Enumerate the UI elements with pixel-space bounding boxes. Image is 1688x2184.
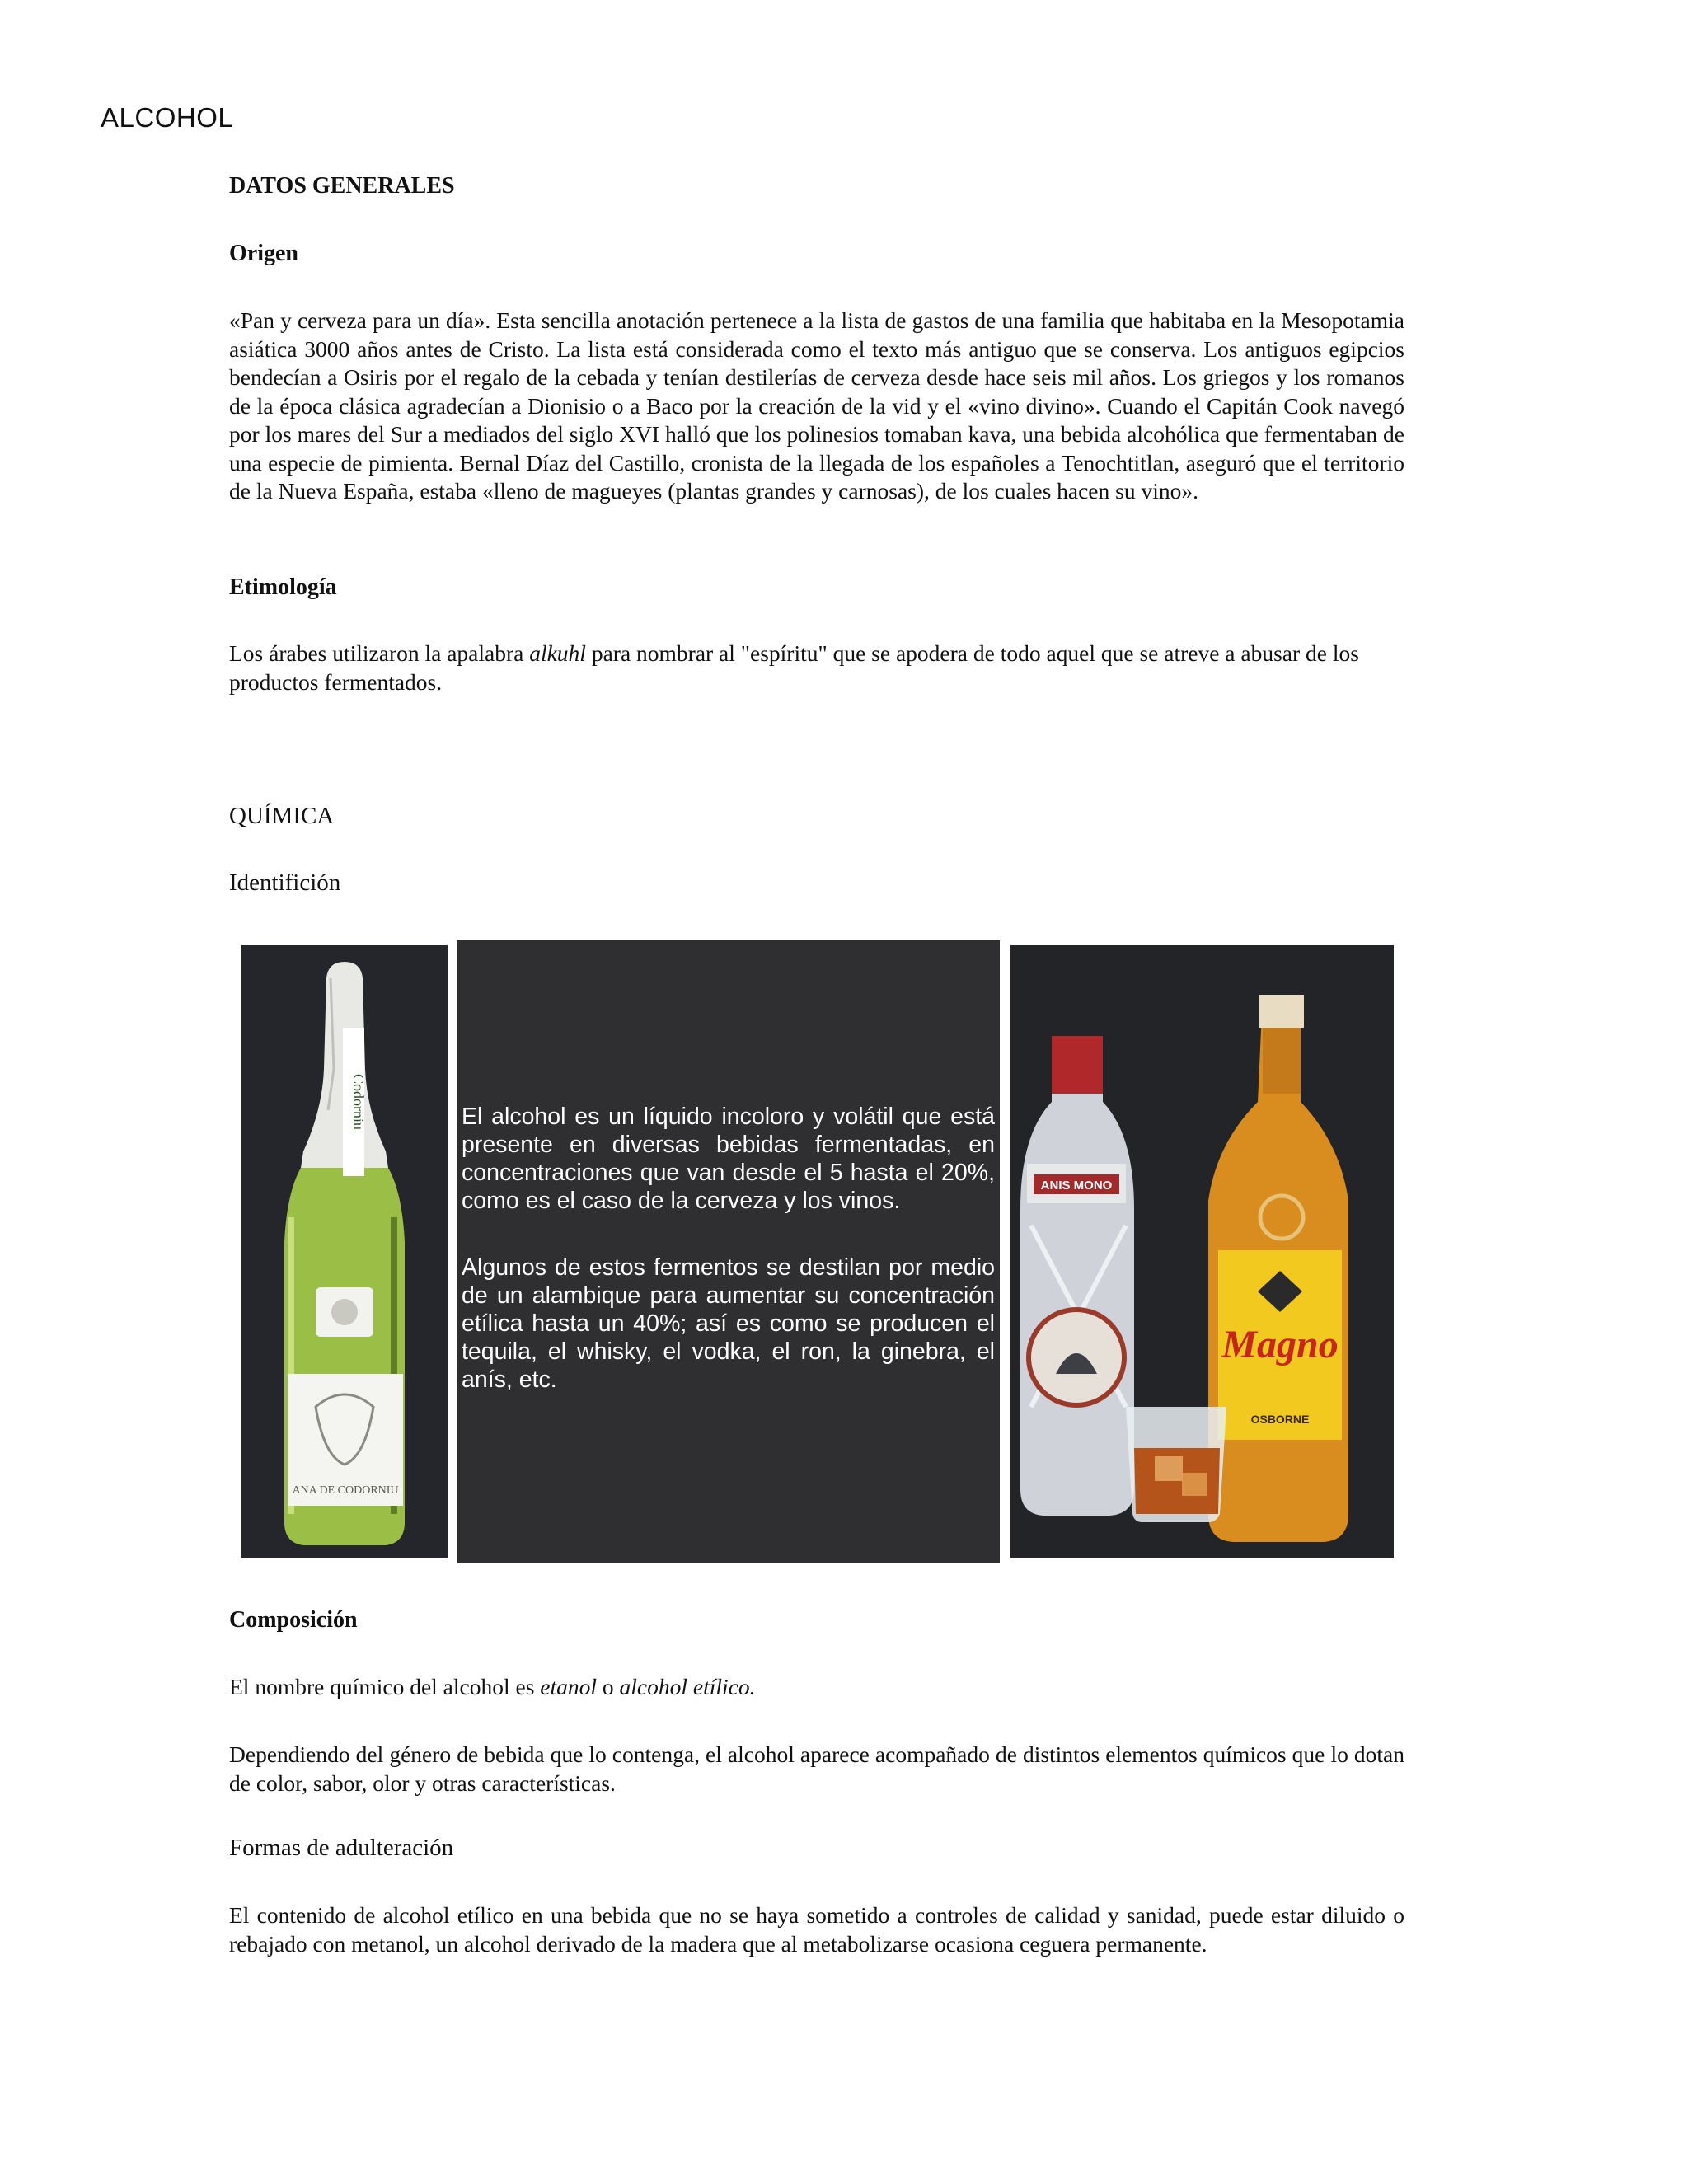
paragraph-composicion-name: El nombre químico del alcohol es etanol o alcohol etílico. bbox=[229, 1674, 756, 1699]
paragraph-adulteracion: El contenido de alcohol etílico en una bebida que no se haya sometido a controles de calidad y sanidad, puede estar diluido o rebajado con metanol, un alcohol derivado de la madera que al metabolizarse ocasiona ceguera permanente. bbox=[229, 1902, 1404, 1957]
term-alcohol-etilico: alcohol etílico. bbox=[619, 1674, 756, 1699]
paragraph-etimologia: Los árabes utilizaron la apalabra alkuhl para nombrar al "espíritu" que se apodera de todo aquel que se atreve a abusar de los productos fermentados. bbox=[229, 640, 1359, 695]
anis-label-text: ANIS MONO bbox=[1040, 1179, 1113, 1193]
champagne-brand-text: Codorniu bbox=[350, 1073, 367, 1131]
liquor-bottles-illustration bbox=[1010, 945, 1394, 1558]
champagne-label-text: ANA DE CODORNIU bbox=[292, 1484, 399, 1497]
textbox-paragraph-1: El alcohol es un líquido incoloro y volátil que está presente en diversas bebidas fermentadas, en concentraciones que van desde el 5 hasta el 20%, como es el caso de la cerveza y los vinos. bbox=[462, 1104, 995, 1214]
textbox-paragraph-2: Algunos de estos fermentos se destilan por medio de un alambique para aumentar su concentración etílica hasta un 40%; así es como se producen el tequila, el whisky, el vodka, el ron, la ginebra, el anís, etc. bbox=[462, 1254, 995, 1393]
champagne-bottle-illustration bbox=[241, 945, 448, 1558]
subheading-composicion: Composición bbox=[229, 1607, 358, 1633]
section-heading-quimica: QUÍMICA bbox=[229, 803, 335, 829]
paragraph-composicion-elements: Dependiendo del género de bebida que lo contenga, el alcohol aparece acompañado de distintos elementos químicos que lo dotan de color, sabor, olor y otras características. bbox=[229, 1741, 1404, 1796]
paragraph-origen: «Pan y cerveza para un día». Esta sencilla anotación pertenece a la lista de gastos de una familia que habitaba en la Mesopotamia asiática 3000 años antes de Cristo. La lista está considerada como el texto más antiguo que se conserva. Los antiguos egipcios bendecían a Osiris por el regalo de la cebada y tenían destilerías de cerveza desde hace seis mil años. Los griegos y los romanos de la época clásica agradecían a Dionisio o a Baco por la creación de la vid y el «vino divino». Cuando el Capitán Cook navegó por los mares del Sur a mediados del siglo XVI halló que los polinesios tomaban kava, una bebida alcohólica que fermentaban de una especie de pimienta. Bernal Díaz del Castillo, cronista de la llegada de los españoles a Tenochtitlan, aseguró que el territorio de la Nueva España, estaba «lleno de magueyes (plantas grandes y carnosas), de los cuales hacen su vino». bbox=[229, 307, 1404, 504]
term-alkuhl: alkuhl bbox=[529, 640, 586, 666]
magno-label-text: Magno bbox=[1221, 1323, 1339, 1366]
osborne-label-text: OSBORNE bbox=[1250, 1413, 1310, 1426]
liquor-bottles-image bbox=[1010, 945, 1394, 1558]
page-header: ALCOHOL bbox=[101, 102, 234, 133]
section-heading-datos-generales: DATOS GENERALES bbox=[229, 173, 455, 199]
subheading-identificacion: Identifición bbox=[229, 869, 341, 896]
term-etanol: etanol bbox=[540, 1674, 598, 1699]
champagne-bottle-image bbox=[241, 945, 448, 1558]
subheading-origen: Origen bbox=[229, 241, 298, 266]
subheading-adulteracion: Formas de adulteración bbox=[229, 1835, 454, 1861]
info-text-box bbox=[457, 940, 1000, 1563]
subheading-etimologia: Etimología bbox=[229, 574, 337, 600]
